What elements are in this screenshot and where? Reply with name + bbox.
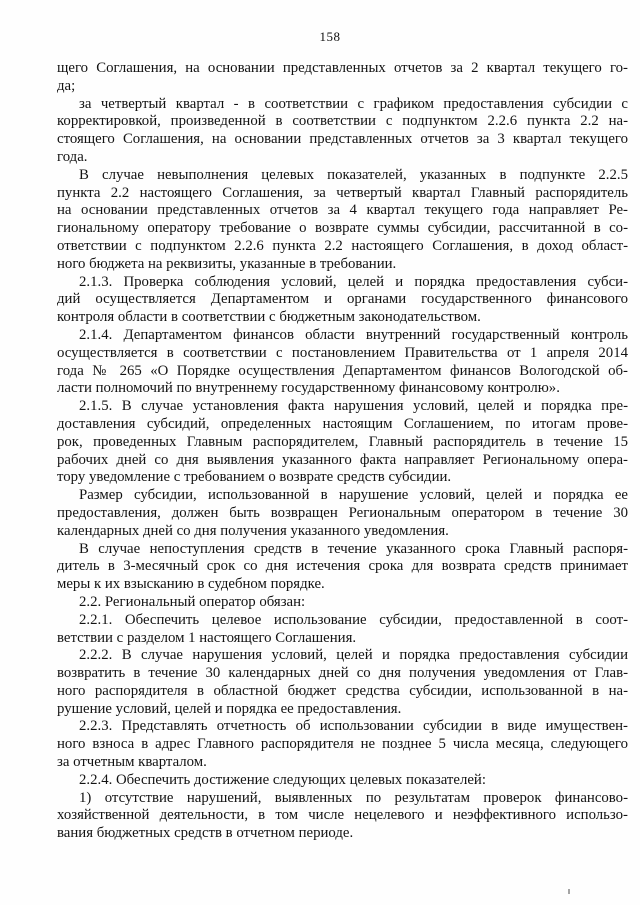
text-line: гиональному оператору требование о возврате суммы субсидии, рассчитанной в со- — [57, 220, 628, 237]
text-line: предоставления, должен быть возвращен Региональным оператором в течение 30 — [57, 504, 628, 521]
text-line: за отчетным кварталом. — [57, 754, 207, 771]
text-line: корректировкой, произведенной в соответствии с подпунктом 2.2.6 пункта 2.2 на- — [57, 113, 628, 130]
text-line: года. — [57, 148, 88, 165]
text-line: вания бюджетных средств в отчетном периоде. — [57, 825, 354, 842]
paragraph — [57, 772, 628, 790]
text-line: за четвертый квартал - в соответствии с графиком предоставления субсидии с — [79, 95, 628, 112]
paragraph — [57, 274, 628, 327]
text-line: ласти полномочий по внутреннему государственному финансовому контролю». — [57, 380, 560, 397]
paragraph — [57, 612, 628, 648]
text-line: 1) отсутствие нарушений, выявленных по результатам проверок финансово- — [79, 789, 628, 806]
text-line: рабочих дней со дня выявления указанного факта направляет Региональному опера- — [57, 451, 628, 468]
text-line: щего Соглашения, на основании представленных отчетов за 2 квартал текущего го- — [57, 60, 628, 76]
text-line: 2.2.3. Представлять отчетность об использовании субсидии в виде имуществен- — [79, 718, 628, 735]
text-line: 2.2.4. Обеспечить достижение следующих целевых показателей: — [79, 771, 486, 788]
paragraph — [57, 541, 628, 594]
text-line: стоящего Соглашения, на основании представленных отчетов за 3 квартал текущего — [57, 131, 628, 148]
paragraph — [57, 327, 628, 398]
text-line: на основании представленных отчетов за 4 квартал текущего года направляет Ре- — [57, 202, 628, 219]
text-line: ного распорядителя в областной бюджет средства субсидии, использованной в на- — [57, 682, 628, 699]
text-line: ответствии с подпунктом 2.2.6 пункта 2.2 настоящего Соглашения, в доход област- — [57, 237, 628, 254]
paragraph — [57, 790, 628, 843]
text-line: ного бюджета на реквизиты, указанные в требовании. — [57, 255, 397, 272]
text-line: дий осуществляется Департаментом и органами государственного финансового — [57, 291, 628, 308]
text-line: рушение условий, целей и порядка ее предоставления. — [57, 700, 402, 717]
text-line: 2.2.1. Обеспечить целевое использование субсидии, предоставленной в соот- — [79, 611, 628, 628]
text-line: меры к их взысканию в судебном порядке. — [57, 576, 325, 593]
text-line: контроля области в соответствии с бюджетным законодательством. — [57, 309, 481, 326]
text-line: осуществляется в соответствии с постановлением Правительства от 1 апреля 2014 — [57, 344, 628, 361]
paragraph — [57, 96, 628, 167]
text-line: В случае невыполнения целевых показателей, указанных в подпункте 2.2.5 — [79, 166, 628, 183]
paragraph — [57, 594, 628, 612]
text-line: 2.2. Региональный оператор обязан: — [79, 593, 306, 610]
paragraph — [57, 647, 628, 718]
text-line: года № 265 «О Порядке осуществления Департаментом финансов Вологодской об- — [57, 362, 628, 379]
text-line: тору уведомление с требованием о возврате средств субсидии. — [57, 469, 452, 486]
text-line: рок, проведенных Главным распорядителем, Главный распорядитель в течение 15 — [57, 433, 628, 450]
scan-artifact — [568, 889, 570, 894]
paragraph — [57, 718, 628, 771]
paragraph — [57, 398, 628, 487]
paragraph — [57, 487, 628, 540]
text-line: 2.1.4. Департаментом финансов области внутренний государственный контроль — [79, 326, 628, 343]
text-line: дитель в 3-месячный срок со дня истечения срока для возврата средств принимает — [57, 558, 628, 575]
text-line: 2.1.3. Проверка соблюдения условий, целей и порядка предоставления субси- — [79, 273, 628, 290]
text-line: ветствии с разделом 1 настоящего Соглашения. — [57, 629, 357, 646]
text-line: Размер субсидии, использованной в нарушение условий, целей и порядка ее — [79, 487, 628, 504]
text-line: 2.1.5. В случае установления факта нарушения условий, целей и порядка пре- — [79, 398, 628, 415]
paragraph — [57, 60, 628, 96]
text-line: ного взноса в адрес Главного распорядителя не позднее 5 числа месяца, следующего — [57, 736, 628, 753]
text-line: да; — [57, 77, 76, 94]
text-line: пункта 2.2 настоящего Соглашения, за четвертый квартал Главный распорядитель — [57, 184, 628, 201]
text-line: возвратить в течение 30 календарных дней со дня получения уведомления от Глав- — [57, 665, 628, 682]
text-line: 2.2.2. В случае нарушения условий, целей и порядка предоставления субсидии — [79, 647, 628, 664]
text-line: календарных дней со дня получения указанного уведомления. — [57, 522, 449, 539]
text-line: доставления субсидий, определенных настоящим Соглашением, по итогам прове- — [57, 415, 628, 432]
text-line: хозяйственной деятельности, в том числе нецелевого и неэффективного использо- — [57, 807, 628, 824]
paragraph — [57, 167, 628, 274]
text-line: В случае непоступления средств в течение указанного срока Главный распоря- — [79, 540, 628, 557]
page-number: 158 — [319, 29, 341, 44]
document-body — [57, 60, 628, 843]
